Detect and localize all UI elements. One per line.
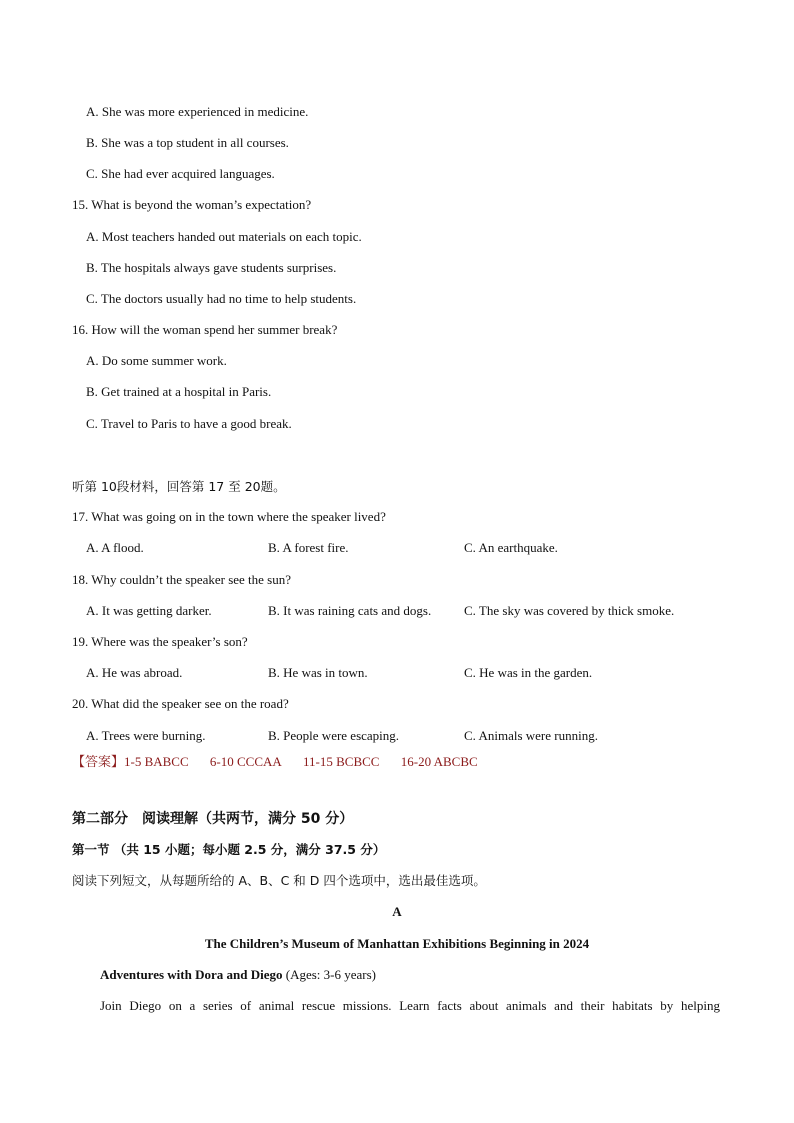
- part2-heading: 第二部分 阅读理解（共两节，满分 50 分）: [72, 811, 354, 827]
- reading-instruction: 阅读下列短文，从每题所给的 A、B、C 和 D 四个选项中，选出最佳选项。: [72, 873, 486, 888]
- passage-title: The Children’s Museum of Manhattan Exhibitions Beginning in 2024: [204, 936, 590, 951]
- q19-question: 19. Where was the speaker’s son?: [72, 634, 248, 649]
- q16-option-c: C. Travel to Paris to have a good break.: [86, 416, 292, 431]
- q18-option-c: C. The sky was covered by thick smoke.: [464, 603, 675, 618]
- answer-group-3: 11-15 BCBCC: [303, 754, 380, 769]
- q20-option-c: C. Animals were running.: [464, 728, 598, 743]
- q17-option-b: B. A forest fire.: [268, 540, 349, 555]
- section10-instruction: 听第 10段材料，回答第 17 至 20题。: [72, 479, 286, 494]
- q20-option-b: B. People were escaping.: [268, 728, 400, 743]
- q18-question: 18. Why couldn’t the speaker see the sun?: [72, 572, 292, 587]
- q17-option-a: A. A flood.: [86, 540, 144, 555]
- answer-group-4: 16-20 ABCBC: [400, 754, 478, 769]
- q15-question: 15. What is beyond the woman’s expectation?: [72, 197, 312, 212]
- exhibit-name: Adventures with Dora and Diego: [100, 967, 283, 982]
- q18-option-a: A. It was getting darker.: [86, 603, 212, 618]
- q15-option-c: C. The doctors usually had no time to help students.: [86, 291, 357, 306]
- answer-group-1: 【答案】1-5 BABCC: [72, 754, 189, 769]
- answer-group-2: 6-10 CCCAA: [209, 754, 282, 769]
- q15-option-a: A. Most teachers handed out materials on each topic.: [86, 229, 362, 244]
- section1-heading: 第一节 （共 15 小题；每小题 2.5 分，满分 37.5 分）: [72, 842, 386, 857]
- exhibit-ages: (Ages: 3-6 years): [282, 967, 376, 982]
- q16-option-a: A. Do some summer work.: [86, 353, 227, 368]
- exhibit-heading: [100, 967, 376, 983]
- passage-paragraph: Join Diego on a series of animal rescue missions. Learn facts about animals and their habitats by helping: [100, 998, 720, 1013]
- q19-option-a: A. He was abroad.: [86, 665, 183, 680]
- q19-option-b: B. He was in town.: [268, 665, 368, 680]
- q17-option-c: C. An earthquake.: [464, 540, 558, 555]
- q17-question: 17. What was going on in the town where the speaker lived?: [72, 509, 386, 524]
- answer-key: [72, 754, 496, 770]
- q16-option-b: B. Get trained at a hospital in Paris.: [86, 384, 272, 399]
- q18-option-b: B. It was raining cats and dogs.: [268, 603, 432, 618]
- q14-option-c: C. She had ever acquired languages.: [86, 166, 275, 181]
- q15-option-b: B. The hospitals always gave students surprises.: [86, 260, 337, 275]
- passage-letter: A: [392, 904, 402, 919]
- q14-option-a: A. She was more experienced in medicine.: [86, 104, 309, 119]
- q14-option-b: B. She was a top student in all courses.: [86, 135, 289, 150]
- q20-question: 20. What did the speaker see on the road?: [72, 696, 289, 711]
- q16-question: 16. How will the woman spend her summer break?: [72, 322, 338, 337]
- q19-option-c: C. He was in the garden.: [464, 665, 593, 680]
- q20-option-a: A. Trees were burning.: [86, 728, 206, 743]
